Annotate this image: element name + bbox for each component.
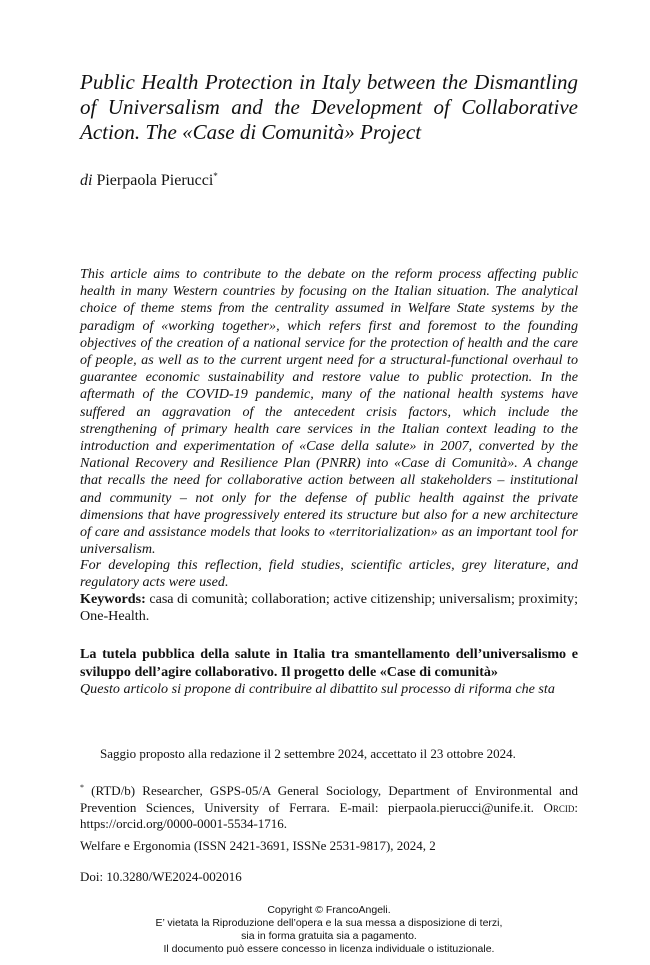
author-line (80, 166, 218, 191)
italian-title: La tutela pubblica della salute in Italia tra smantellamento dell’universalismo e sviluppo dell’agire collaborativo. Il progetto delle «Case di comunità» (80, 646, 578, 680)
copyright-line-2: E’ vietata la Riproduzione dell’opera e la sua messa a disposizione di terzi, (155, 917, 503, 929)
article-title: Public Health Protection in Italy between the Dismantling of Universalism and the Development of Collaborative Action. The «Case di Comunità» Project (80, 70, 578, 144)
orcid-label: Orcid (543, 799, 575, 815)
copyright-line-4: Il documento può essere concesso in licenza individuale o istituzionale. (163, 943, 495, 955)
abstract-text: This article aims to contribute to the debate on the reform process affecting public health in many Western countries by focusing on the Italian situation. The analytical choice of theme stems from the centrality assumed in Welfare State systems by the paradigm of «working together», which refers first and foremost to the founding objectives of the creation of a national service for the protection of health and the care of people, as well as to the current urgent need for a structural-functional overhaul to guarantee economic sustainability and restore value to public protection. In the aftermath of the COVID-19 pandemic, many of the national health systems have suffered an aggravation of the antecedent crisis factors, which include the strengthening of primary health care services in the Italian context leading to the introduction and experimentation of «Case della salute» in 2007, converted by the National Recovery and Resilience Plan (PNRR) into «Case di Comunità». A change that recalls the need for collaborative action between all stakeholders – institutional and community – not only for the defense of public health against the private dimensions that have progressively entered its structure but also for a new architecture of care and assistance models that looks to «territorialization» as an important tool for universalism. (80, 266, 578, 558)
footnote-mark: * (80, 783, 84, 792)
copyright-line-3: sia in forma gratuita sia a pagamento. (241, 930, 417, 942)
journal-info: Welfare e Ergonomia (ISSN 2421-3691, ISSNe 2531-9817), 2024, 2 (80, 838, 436, 853)
italian-abstract-start: Questo articolo si propone di contribuire al dibattito sul processo di riforma che sta (80, 681, 555, 697)
copyright-line-1: Copyright © FrancoAngeli. (267, 904, 391, 916)
author-prefix: di (80, 172, 93, 189)
author-footnote (80, 780, 578, 833)
author-name: Pierpaola Pierucci (96, 172, 214, 189)
submission-note: Saggio proposto alla redazione il 2 settembre 2024, accettato il 23 ottobre 2024. (100, 746, 516, 761)
author-footnote-mark: * (213, 171, 218, 181)
orcid-value: : https://orcid.org/0000-0001-5534-1716. (80, 799, 578, 831)
keywords-list: casa di comunità; collaboration; active citizenship; universalism; proximity; One-Health. (80, 591, 578, 625)
doi: Doi: 10.3280/WE2024-002016 (80, 869, 242, 884)
abstract-methods: For developing this reflection, field studies, scientific articles, grey literature, and regulatory acts were used. (80, 557, 578, 591)
copyright-notice (80, 904, 578, 956)
keywords-label: Keywords: (80, 591, 146, 607)
keywords (80, 591, 578, 625)
footnote-text: (RTD/b) Researcher, GSPS-05/A General Sociology, Department of Environmental and Prevention Sciences, University of Ferrara. E-mail: pierpaola.pierucci@unife.it. (80, 783, 578, 815)
